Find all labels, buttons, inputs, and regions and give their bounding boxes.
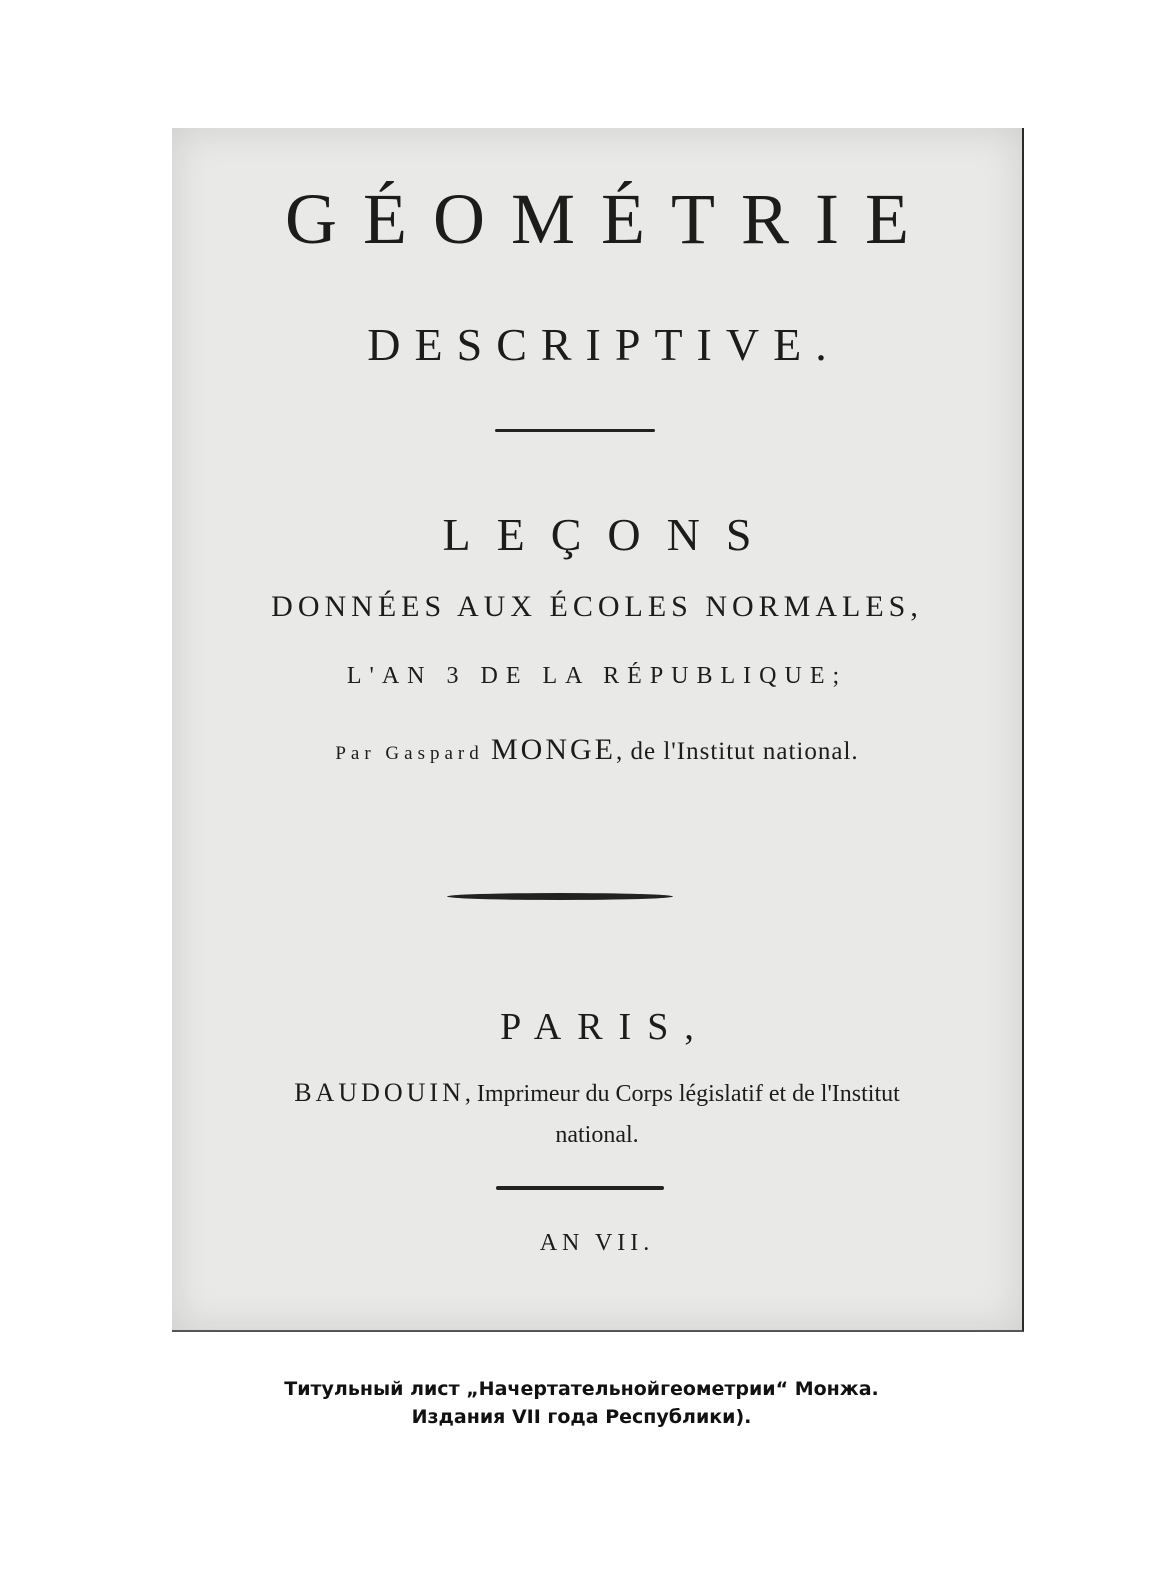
imprint-publisher (172, 1078, 1022, 1108)
author-prefix: Par Gaspard (335, 743, 484, 764)
figure-caption-line1: Титульный лист „Начертательнойгеометрии“ Монжа. (284, 1378, 879, 1400)
divider-rule-bottom (496, 1186, 664, 1190)
author-suffix: , de l'Institut national. (615, 738, 859, 765)
imprint-publisher-continued: national. (555, 1122, 639, 1148)
author-name: MONGE (490, 733, 616, 766)
subtitle-an-republique: L'AN 3 DE LA RÉPUBLIQUE; (346, 663, 848, 689)
imprint-year: AN VII. (539, 1230, 655, 1256)
publisher-desc: , Imprimeur du Corps législatif et de l'Institut (464, 1081, 900, 1107)
title-line-lecons: LEÇONS (442, 509, 778, 560)
title-line-geometrie: GÉOMÉTRIE (285, 179, 935, 259)
imprint-city: PARIS, (500, 1006, 710, 1048)
publisher-name: BAUDOUIN (294, 1078, 465, 1107)
author-line (172, 733, 1022, 767)
title-page-photo (172, 128, 1024, 1332)
divider-rule-middle (447, 893, 673, 900)
figure-caption-line2: Издания VII года Республики). (411, 1406, 752, 1428)
divider-rule-top (495, 429, 655, 432)
title-line-descriptive: DESCRIPTIVE. (367, 319, 841, 370)
subtitle-ecoles-normales: DONNÉES AUX ÉCOLES NORMALES, (271, 590, 923, 623)
